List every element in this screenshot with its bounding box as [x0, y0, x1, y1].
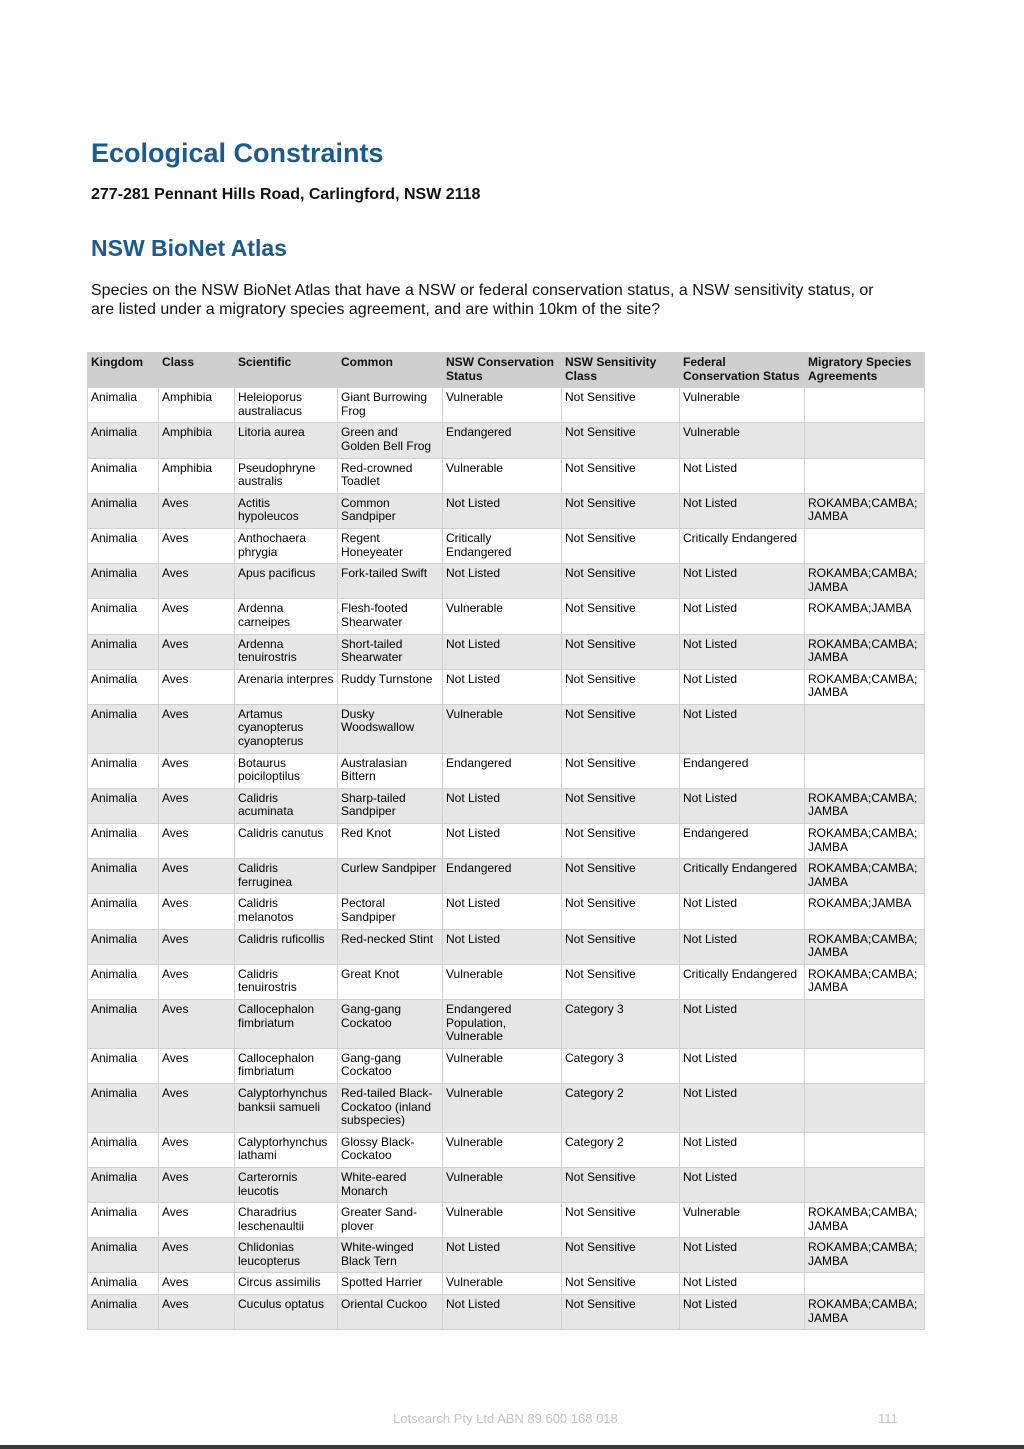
column-header: Scientific — [235, 353, 338, 388]
table-cell: Animalia — [88, 1167, 159, 1202]
table-cell: Animalia — [88, 894, 159, 929]
table-header-row — [88, 353, 925, 388]
table-cell: Animalia — [88, 599, 159, 634]
column-header: Migratory Species Agreements — [805, 353, 925, 388]
table-cell: Not Listed — [680, 458, 805, 493]
table-cell: Animalia — [88, 788, 159, 823]
table-cell: Not Listed — [680, 788, 805, 823]
table-row — [88, 788, 925, 823]
table-cell: Calidris melanotos — [235, 894, 338, 929]
table-cell: Calyptorhynchus lathami — [235, 1132, 338, 1167]
table-cell: Not Sensitive — [562, 859, 680, 894]
table-cell: Not Listed — [680, 669, 805, 704]
table-cell: Aves — [159, 964, 235, 999]
table-row — [88, 599, 925, 634]
table-cell: Cuculus optatus — [235, 1295, 338, 1330]
table-cell: Amphibia — [159, 458, 235, 493]
table-row — [88, 1203, 925, 1238]
table-cell: Not Listed — [680, 634, 805, 669]
intro-paragraph: Species on the NSW BioNet Atlas that have a NSW or federal conservation status, a NSW sensitivity status, or are listed under a migratory species agreement, and are within 10km of the site? — [91, 282, 874, 318]
table-cell: ROKAMBA;CAMBA; JAMBA — [805, 1295, 925, 1330]
site-address: 277-281 Pennant Hills Road, Carlingford, NSW 2118 — [91, 186, 481, 203]
table-cell: Litoria aurea — [235, 423, 338, 458]
table-cell: Aves — [159, 669, 235, 704]
table-cell: Not Listed — [443, 788, 562, 823]
table-cell: Vulnerable — [443, 704, 562, 753]
table-cell: Critically Endangered — [680, 964, 805, 999]
table-cell: Aves — [159, 634, 235, 669]
table-cell: Calidris ruficollis — [235, 929, 338, 964]
table-cell: Not Listed — [443, 1238, 562, 1273]
table-cell: Callocephalon fimbriatum — [235, 999, 338, 1048]
table-cell: Not Sensitive — [562, 1295, 680, 1330]
table-cell: Not Sensitive — [562, 929, 680, 964]
table-cell: Vulnerable — [443, 1083, 562, 1132]
table-cell: Animalia — [88, 493, 159, 528]
table-cell: Not Listed — [443, 669, 562, 704]
table-cell: Vulnerable — [680, 388, 805, 423]
table-cell: Charadrius leschenaultii — [235, 1203, 338, 1238]
table-cell: Short-tailed Shearwater — [338, 634, 443, 669]
table-cell: Vulnerable — [443, 1273, 562, 1295]
table-cell: Animalia — [88, 1273, 159, 1295]
table-cell: Aves — [159, 493, 235, 528]
table-cell: Not Listed — [680, 1048, 805, 1083]
table-cell: ROKAMBA;CAMBA; JAMBA — [805, 964, 925, 999]
table-cell: Category 3 — [562, 1048, 680, 1083]
column-header: Federal Conservation Status — [680, 353, 805, 388]
table-cell: Not Sensitive — [562, 599, 680, 634]
table-cell: Not Listed — [443, 564, 562, 599]
table-row — [88, 964, 925, 999]
table-cell: Aves — [159, 859, 235, 894]
table-cell: Aves — [159, 528, 235, 563]
table-cell: Fork-tailed Swift — [338, 564, 443, 599]
table-cell: Vulnerable — [443, 964, 562, 999]
table-cell: Ardenna tenuirostris — [235, 634, 338, 669]
table-cell: Endangered — [443, 423, 562, 458]
table-cell: Greater Sand-plover — [338, 1203, 443, 1238]
table-cell — [805, 1048, 925, 1083]
footer-company: Lotsearch Pty Ltd ABN 89 600 168 018 — [393, 1411, 618, 1426]
table-cell: Australasian Bittern — [338, 753, 443, 788]
table-row — [88, 1167, 925, 1202]
table-cell: Aves — [159, 704, 235, 753]
table-cell: Critically Endangered — [680, 859, 805, 894]
table-cell: Not Sensitive — [562, 1203, 680, 1238]
table-cell: Not Listed — [443, 929, 562, 964]
table-cell: Not Listed — [443, 634, 562, 669]
table-cell: Oriental Cuckoo — [338, 1295, 443, 1330]
column-header: Class — [159, 353, 235, 388]
table-body — [88, 388, 925, 1330]
table-cell: Gang-gang Cockatoo — [338, 999, 443, 1048]
table-cell: Aves — [159, 1132, 235, 1167]
table-cell: ROKAMBA;CAMBA; JAMBA — [805, 788, 925, 823]
table-cell: Anthochaera phrygia — [235, 528, 338, 563]
footer-page-number: 111 — [878, 1411, 898, 1426]
table-cell: Endangered — [680, 753, 805, 788]
table-cell: Not Listed — [680, 894, 805, 929]
table-row — [88, 1083, 925, 1132]
table-cell: Critically Endangered — [443, 528, 562, 563]
table-cell: Not Sensitive — [562, 704, 680, 753]
table-cell: Endangered — [443, 753, 562, 788]
table-cell: Red-tailed Black-Cockatoo (inland subspecies) — [338, 1083, 443, 1132]
table-cell: Not Sensitive — [562, 1273, 680, 1295]
table-cell: Not Listed — [443, 493, 562, 528]
table-cell: Amphibia — [159, 388, 235, 423]
table-cell — [805, 458, 925, 493]
table-cell: Vulnerable — [443, 1048, 562, 1083]
table-cell: White-winged Black Tern — [338, 1238, 443, 1273]
table-cell: Great Knot — [338, 964, 443, 999]
table-cell: Flesh-footed Shearwater — [338, 599, 443, 634]
table-cell: Aves — [159, 564, 235, 599]
table-cell: Aves — [159, 1083, 235, 1132]
table-cell: ROKAMBA;CAMBA; JAMBA — [805, 564, 925, 599]
table-cell: Category 2 — [562, 1132, 680, 1167]
table-cell: Animalia — [88, 704, 159, 753]
table-cell: Not Sensitive — [562, 824, 680, 859]
table-cell — [805, 704, 925, 753]
table-row — [88, 824, 925, 859]
table-cell: Animalia — [88, 528, 159, 563]
table-cell: Animalia — [88, 1048, 159, 1083]
species-table — [87, 352, 925, 1330]
table-cell: Endangered Population, Vulnerable — [443, 999, 562, 1048]
table-cell: Not Sensitive — [562, 564, 680, 599]
table-cell: Red Knot — [338, 824, 443, 859]
table-cell: Giant Burrowing Frog — [338, 388, 443, 423]
table-cell: Common Sandpiper — [338, 493, 443, 528]
table-cell: Gang-gang Cockatoo — [338, 1048, 443, 1083]
table-cell: Endangered — [443, 859, 562, 894]
table-cell: Vulnerable — [443, 458, 562, 493]
table-cell: Apus pacificus — [235, 564, 338, 599]
table-cell: Regent Honeyeater — [338, 528, 443, 563]
table-cell: Not Listed — [680, 493, 805, 528]
table-cell: Red-necked Stint — [338, 929, 443, 964]
table-cell: Aves — [159, 599, 235, 634]
table-cell: Not Listed — [680, 599, 805, 634]
table-cell: Aves — [159, 1167, 235, 1202]
table-cell: Animalia — [88, 423, 159, 458]
table-row — [88, 458, 925, 493]
table-row — [88, 669, 925, 704]
table-cell: Not Listed — [680, 704, 805, 753]
table-cell: Red-crowned Toadlet — [338, 458, 443, 493]
table-row — [88, 634, 925, 669]
table-cell: ROKAMBA;CAMBA; JAMBA — [805, 634, 925, 669]
table-cell: Aves — [159, 753, 235, 788]
table-cell: ROKAMBA;JAMBA — [805, 599, 925, 634]
table-row — [88, 704, 925, 753]
table-cell — [805, 528, 925, 563]
table-row — [88, 929, 925, 964]
table-cell: Vulnerable — [680, 423, 805, 458]
table-cell: Actitis hypoleucos — [235, 493, 338, 528]
table-cell: ROKAMBA;CAMBA; JAMBA — [805, 669, 925, 704]
table-cell: Animalia — [88, 999, 159, 1048]
table-cell: Not Sensitive — [562, 388, 680, 423]
table-cell: Aves — [159, 929, 235, 964]
table-cell: Not Listed — [680, 929, 805, 964]
table-cell: Not Listed — [680, 1132, 805, 1167]
table-cell: Arenaria interpres — [235, 669, 338, 704]
table-cell — [805, 388, 925, 423]
table-cell: Animalia — [88, 964, 159, 999]
table-cell: Carterornis leucotis — [235, 1167, 338, 1202]
table-cell: Not Listed — [680, 1238, 805, 1273]
table-cell: Aves — [159, 1273, 235, 1295]
table-cell: Not Sensitive — [562, 1238, 680, 1273]
table-cell: Calidris acuminata — [235, 788, 338, 823]
table-cell: Not Listed — [443, 894, 562, 929]
table-cell: Sharp-tailed Sandpiper — [338, 788, 443, 823]
table-cell: Curlew Sandpiper — [338, 859, 443, 894]
table-cell: Animalia — [88, 929, 159, 964]
table-cell: ROKAMBA;CAMBA; JAMBA — [805, 1238, 925, 1273]
table-cell: Calidris ferruginea — [235, 859, 338, 894]
table-cell: Not Listed — [443, 1295, 562, 1330]
page-title: Ecological Constraints — [91, 138, 384, 168]
table-row — [88, 1132, 925, 1167]
table-cell: Not Sensitive — [562, 894, 680, 929]
table-cell: Not Sensitive — [562, 458, 680, 493]
table-cell: Not Listed — [680, 1167, 805, 1202]
table-cell: Chlidonias leucopterus — [235, 1238, 338, 1273]
table-row — [88, 493, 925, 528]
table-row — [88, 1048, 925, 1083]
table-cell: ROKAMBA;JAMBA — [805, 894, 925, 929]
table-cell: Ardenna carneipes — [235, 599, 338, 634]
table-cell — [805, 1083, 925, 1132]
table-cell: Pectoral Sandpiper — [338, 894, 443, 929]
table-row — [88, 564, 925, 599]
table-cell — [805, 423, 925, 458]
table-cell: Animalia — [88, 1295, 159, 1330]
table-cell: Aves — [159, 824, 235, 859]
table-cell: Not Listed — [680, 564, 805, 599]
table-cell: Calyptorhynchus banksii samueli — [235, 1083, 338, 1132]
table-cell: Animalia — [88, 1238, 159, 1273]
table-cell: Aves — [159, 999, 235, 1048]
table-cell: Vulnerable — [443, 1167, 562, 1202]
table-cell: Not Listed — [443, 824, 562, 859]
table-cell: Category 3 — [562, 999, 680, 1048]
column-header: NSW Conservation Status — [443, 353, 562, 388]
table-cell: Artamus cyanopterus cyanopterus — [235, 704, 338, 753]
table-cell: Vulnerable — [680, 1203, 805, 1238]
table-cell — [805, 1132, 925, 1167]
table-cell — [805, 753, 925, 788]
table-cell: Animalia — [88, 753, 159, 788]
table-cell: Aves — [159, 1238, 235, 1273]
table-row — [88, 423, 925, 458]
table-cell: ROKAMBA;CAMBA; JAMBA — [805, 824, 925, 859]
table-cell: Amphibia — [159, 423, 235, 458]
table-cell: Calidris tenuirostris — [235, 964, 338, 999]
table-cell: White-eared Monarch — [338, 1167, 443, 1202]
table-row — [88, 894, 925, 929]
table-cell: Not Sensitive — [562, 788, 680, 823]
table-cell: Vulnerable — [443, 599, 562, 634]
table-cell: Heleioporus australiacus — [235, 388, 338, 423]
section-title: NSW BioNet Atlas — [91, 235, 287, 261]
table-cell: Glossy Black-Cockatoo — [338, 1132, 443, 1167]
table-cell: Animalia — [88, 859, 159, 894]
table-row — [88, 859, 925, 894]
table-cell: Aves — [159, 1048, 235, 1083]
table-cell: Green and Golden Bell Frog — [338, 423, 443, 458]
column-header: Kingdom — [88, 353, 159, 388]
table-cell: Category 2 — [562, 1083, 680, 1132]
table-row — [88, 999, 925, 1048]
table-row — [88, 388, 925, 423]
table-cell: Animalia — [88, 564, 159, 599]
table-cell: Animalia — [88, 1203, 159, 1238]
table-row — [88, 753, 925, 788]
table-cell — [805, 999, 925, 1048]
table-cell: Animalia — [88, 824, 159, 859]
table-row — [88, 1273, 925, 1295]
table-cell: Animalia — [88, 1083, 159, 1132]
table-cell: Not Sensitive — [562, 669, 680, 704]
table-cell: Circus assimilis — [235, 1273, 338, 1295]
table-cell: ROKAMBA;CAMBA; JAMBA — [805, 493, 925, 528]
table-cell: Not Sensitive — [562, 634, 680, 669]
table-cell: Callocephalon fimbriatum — [235, 1048, 338, 1083]
table-cell: Spotted Harrier — [338, 1273, 443, 1295]
table-row — [88, 1238, 925, 1273]
table-cell: Aves — [159, 1203, 235, 1238]
table-cell: Calidris canutus — [235, 824, 338, 859]
table-cell: Animalia — [88, 1132, 159, 1167]
table-cell: Not Listed — [680, 1295, 805, 1330]
table-cell: Not Sensitive — [562, 964, 680, 999]
table-cell: Not Listed — [680, 1273, 805, 1295]
table-cell: Animalia — [88, 458, 159, 493]
table-cell: Endangered — [680, 824, 805, 859]
table-cell: Vulnerable — [443, 1203, 562, 1238]
table-cell: Animalia — [88, 634, 159, 669]
table-cell: Not Sensitive — [562, 753, 680, 788]
table-cell: Not Sensitive — [562, 493, 680, 528]
table-cell: ROKAMBA;CAMBA; JAMBA — [805, 859, 925, 894]
table-cell: ROKAMBA;CAMBA; JAMBA — [805, 1203, 925, 1238]
table-cell: Not Sensitive — [562, 423, 680, 458]
table-cell: Not Sensitive — [562, 528, 680, 563]
table-cell: Aves — [159, 788, 235, 823]
table-cell: Not Sensitive — [562, 1167, 680, 1202]
table-cell: Animalia — [88, 388, 159, 423]
table-cell: Pseudophryne australis — [235, 458, 338, 493]
column-header: Common — [338, 353, 443, 388]
table-cell: Vulnerable — [443, 1132, 562, 1167]
table-row — [88, 1295, 925, 1330]
table-cell: Animalia — [88, 669, 159, 704]
table-cell: Not Listed — [680, 999, 805, 1048]
table-cell: Not Listed — [680, 1083, 805, 1132]
page-edge-divider — [0, 1445, 1024, 1449]
table-cell: Aves — [159, 894, 235, 929]
table-cell: Critically Endangered — [680, 528, 805, 563]
table-cell — [805, 1273, 925, 1295]
table-cell: Aves — [159, 1295, 235, 1330]
table-cell: Dusky Woodswallow — [338, 704, 443, 753]
table-cell: Botaurus poiciloptilus — [235, 753, 338, 788]
column-header: NSW Sensitivity Class — [562, 353, 680, 388]
table-cell: Vulnerable — [443, 388, 562, 423]
table-cell — [805, 1167, 925, 1202]
table-row — [88, 528, 925, 563]
table-cell: Ruddy Turnstone — [338, 669, 443, 704]
table-cell: ROKAMBA;CAMBA; JAMBA — [805, 929, 925, 964]
